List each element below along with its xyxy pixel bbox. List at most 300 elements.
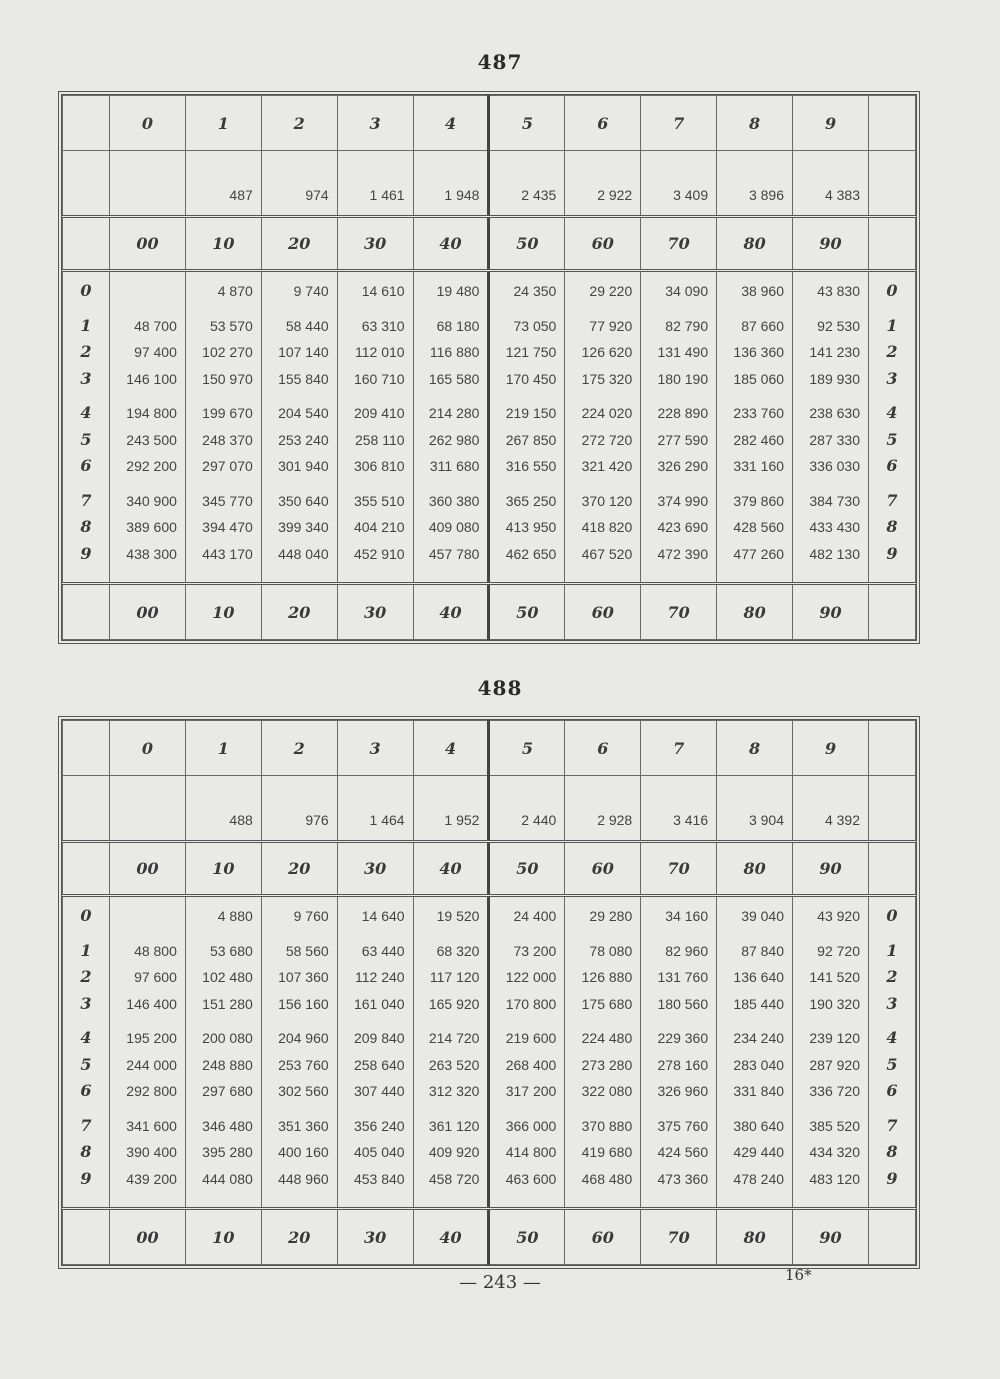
product-cell: 146 100 — [126, 370, 177, 387]
product-cell: 385 520 — [809, 1117, 860, 1134]
product-cell: 321 420 — [581, 458, 633, 474]
product-column — [337, 271, 413, 584]
product-cell: 277 590 — [657, 431, 709, 448]
row-label: 7 — [886, 1115, 898, 1135]
product-cell: 370 880 — [581, 1117, 633, 1134]
product-cell: 443 170 — [202, 545, 253, 562]
tens-footer: 00 — [110, 1209, 186, 1265]
product-cell: 122 000 — [505, 969, 557, 985]
product-column — [641, 271, 717, 584]
tens-header: 40 — [413, 842, 489, 896]
multiple-value: 487 — [185, 151, 261, 217]
product-cell: 287 920 — [809, 1056, 860, 1073]
row-label: 3 — [80, 993, 92, 1013]
product-cell: 306 810 — [353, 458, 405, 474]
product-cell: 477 260 — [733, 545, 785, 562]
product-column — [261, 896, 337, 1209]
product-cell: 238 630 — [809, 405, 860, 421]
product-cell: 365 250 — [505, 492, 557, 509]
tens-header: 50 — [489, 217, 565, 271]
digit-header: 7 — [641, 721, 717, 776]
row-label: 1 — [886, 940, 898, 960]
product-cell: 336 720 — [809, 1083, 860, 1099]
product-cell: 214 720 — [428, 1030, 480, 1046]
row-label: 9 — [80, 543, 92, 563]
product-cell: 356 240 — [353, 1117, 405, 1134]
product-cell: 248 880 — [202, 1056, 253, 1073]
multiple-value: 4 392 — [793, 776, 869, 842]
tens-header: 80 — [717, 842, 793, 896]
product-column — [717, 896, 793, 1209]
product-cell: 68 180 — [436, 317, 480, 334]
table-title: 488 — [477, 676, 523, 700]
signature-mark: 16* — [785, 1266, 812, 1284]
digit-header: 5 — [489, 721, 565, 776]
product-cell: 468 480 — [581, 1170, 633, 1187]
product-cell: 156 160 — [278, 995, 329, 1012]
tens-header: 50 — [489, 842, 565, 896]
blank-cell — [63, 721, 110, 776]
row-label: 2 — [886, 342, 898, 361]
product-cell: 316 550 — [505, 458, 557, 474]
multiple-value: 3 896 — [717, 151, 793, 217]
product-cell: 63 310 — [361, 317, 405, 334]
tens-footer: 70 — [641, 1209, 717, 1265]
tens-footer: 30 — [337, 1209, 413, 1265]
digit-header: 6 — [565, 721, 641, 776]
blank-cell — [63, 842, 110, 896]
product-cell: 253 760 — [278, 1056, 329, 1073]
product-cell: 355 510 — [353, 492, 405, 509]
multiplication-table — [62, 720, 916, 1265]
product-column — [261, 271, 337, 584]
product-cell: 150 970 — [202, 370, 253, 387]
product-cell: 77 920 — [589, 317, 633, 334]
tens-footer: 30 — [337, 584, 413, 640]
product-cell: 239 120 — [809, 1030, 860, 1046]
product-cell: 462 650 — [505, 545, 557, 562]
row-label: 0 — [886, 906, 898, 925]
digit-header: 1 — [185, 721, 261, 776]
blank-cell — [63, 584, 110, 640]
product-cell: 243 500 — [126, 431, 177, 448]
multiple-value: 488 — [185, 776, 261, 842]
product-cell: 24 400 — [513, 908, 557, 924]
row-label: 1 — [80, 940, 92, 960]
product-cell: 263 520 — [428, 1056, 480, 1073]
product-cell: 107 140 — [278, 344, 329, 360]
product-cell: 399 340 — [278, 519, 329, 535]
digit-header: 9 — [793, 96, 869, 151]
row-labels-right — [869, 271, 916, 584]
product-cell: 307 440 — [353, 1083, 405, 1099]
product-cell: 404 210 — [353, 519, 405, 535]
blank-cell — [63, 776, 110, 842]
product-cell: 58 440 — [285, 317, 329, 334]
product-cell: 234 240 — [733, 1030, 785, 1046]
product-cell: 73 200 — [513, 942, 557, 959]
product-column — [413, 271, 489, 584]
product-cell: 272 720 — [581, 431, 633, 448]
row-label: 5 — [80, 1054, 92, 1074]
blank-cell — [869, 217, 916, 271]
blank-cell — [63, 1209, 110, 1265]
row-label: 2 — [80, 342, 92, 361]
product-cell: 180 560 — [657, 995, 709, 1012]
product-cell: 48 800 — [134, 942, 177, 959]
product-cell: 189 930 — [809, 370, 860, 387]
product-cell: 370 120 — [581, 492, 633, 509]
product-cell: 34 090 — [665, 283, 709, 299]
product-cell: 439 200 — [126, 1170, 177, 1187]
tens-header: 90 — [793, 842, 869, 896]
product-cell: 448 040 — [278, 545, 329, 562]
digit-header: 9 — [793, 721, 869, 776]
multiple-value: 2 928 — [565, 776, 641, 842]
product-cell: 214 280 — [428, 405, 480, 421]
product-cell: 180 190 — [657, 370, 709, 387]
product-cell: 68 320 — [436, 942, 480, 959]
product-cell: 92 720 — [817, 942, 860, 959]
product-column — [565, 271, 641, 584]
blank-cell — [869, 721, 916, 776]
product-cell: 87 840 — [741, 942, 785, 959]
product-cell: 185 060 — [733, 370, 785, 387]
product-cell: 151 280 — [202, 995, 253, 1012]
tens-footer: 20 — [261, 584, 337, 640]
product-cell: 131 760 — [657, 969, 709, 985]
blank-cell — [869, 151, 916, 217]
product-cell: 331 840 — [733, 1083, 785, 1099]
product-cell: 467 520 — [581, 545, 633, 562]
row-label: 2 — [80, 967, 92, 986]
product-cell: 366 000 — [505, 1117, 557, 1134]
product-cell: 297 680 — [202, 1083, 253, 1099]
digit-header: 6 — [565, 96, 641, 151]
product-cell: 155 840 — [278, 370, 329, 387]
product-column — [110, 896, 186, 1209]
product-cell: 341 600 — [126, 1117, 177, 1134]
product-cell: 165 580 — [428, 370, 480, 387]
product-cell: 301 940 — [278, 458, 329, 474]
product-cell: 473 360 — [657, 1170, 709, 1187]
tens-footer: 10 — [185, 584, 261, 640]
multiple-value: 4 383 — [793, 151, 869, 217]
product-cell: 346 480 — [202, 1117, 253, 1134]
row-label: 2 — [886, 967, 898, 986]
product-cell: 283 040 — [733, 1056, 785, 1073]
product-cell: 345 770 — [202, 492, 253, 509]
product-cell: 380 640 — [733, 1117, 785, 1134]
row-label: 7 — [80, 1115, 92, 1135]
product-column — [793, 271, 869, 584]
row-label: 5 — [886, 429, 898, 449]
product-cell — [110, 278, 185, 305]
tens-footer: 20 — [261, 1209, 337, 1265]
blank-cell — [869, 1209, 916, 1265]
multiple-value: 3 904 — [717, 776, 793, 842]
product-cell: 453 840 — [353, 1170, 405, 1187]
digit-header: 8 — [717, 96, 793, 151]
product-cell: 336 030 — [809, 458, 860, 474]
product-cell: 9 740 — [293, 283, 329, 299]
row-label: 5 — [80, 429, 92, 449]
product-cell: 102 480 — [202, 969, 253, 985]
product-cell: 438 300 — [126, 545, 177, 562]
product-cell: 19 520 — [436, 908, 480, 924]
product-cell: 43 920 — [817, 908, 860, 924]
product-cell: 444 080 — [202, 1170, 253, 1187]
product-column — [110, 271, 186, 584]
row-label: 5 — [886, 1054, 898, 1074]
product-cell: 175 320 — [581, 370, 633, 387]
row-label: 3 — [886, 993, 898, 1013]
product-cell: 170 800 — [505, 995, 557, 1012]
product-column — [185, 896, 261, 1209]
product-cell: 340 900 — [126, 492, 177, 509]
product-cell: 273 280 — [581, 1056, 633, 1073]
blank-cell — [869, 584, 916, 640]
product-cell: 375 760 — [657, 1117, 709, 1134]
product-column — [717, 271, 793, 584]
product-column — [413, 896, 489, 1209]
product-cell: 463 600 — [505, 1170, 557, 1187]
product-cell: 433 430 — [809, 519, 860, 535]
product-cell: 322 080 — [581, 1083, 633, 1099]
digit-header: 8 — [717, 721, 793, 776]
tens-header: 40 — [413, 217, 489, 271]
multiple-value — [110, 151, 186, 217]
multiple-value: 3 409 — [641, 151, 717, 217]
product-column — [565, 896, 641, 1209]
digit-header: 1 — [185, 96, 261, 151]
product-cell: 478 240 — [733, 1170, 785, 1187]
tens-footer: 10 — [185, 1209, 261, 1265]
product-cell: 434 320 — [809, 1144, 860, 1160]
row-label: 1 — [80, 315, 92, 335]
product-cell: 311 680 — [429, 458, 480, 474]
digit-header: 3 — [337, 96, 413, 151]
product-cell: 228 890 — [657, 405, 709, 421]
product-cell: 419 680 — [581, 1144, 633, 1160]
multiple-value: 976 — [261, 776, 337, 842]
product-cell: 244 000 — [126, 1056, 177, 1073]
product-cell: 48 700 — [134, 317, 177, 334]
tens-header: 10 — [185, 217, 261, 271]
product-column — [489, 271, 565, 584]
blank-cell — [869, 842, 916, 896]
product-cell: 268 400 — [505, 1056, 557, 1073]
product-cell: 389 600 — [126, 519, 177, 535]
product-cell: 116 880 — [429, 344, 480, 360]
product-cell: 29 280 — [589, 908, 633, 924]
product-cell: 121 750 — [505, 344, 557, 360]
product-cell: 204 540 — [278, 405, 329, 421]
blank-cell — [869, 776, 916, 842]
tens-footer: 00 — [110, 584, 186, 640]
product-cell: 258 640 — [353, 1056, 405, 1073]
row-label: 8 — [80, 517, 92, 536]
product-cell: 190 320 — [809, 995, 860, 1012]
product-cell: 224 480 — [581, 1030, 633, 1046]
product-cell: 278 160 — [657, 1056, 709, 1073]
product-cell: 58 560 — [285, 942, 329, 959]
digit-header: 4 — [413, 96, 489, 151]
product-cell: 195 200 — [126, 1030, 177, 1046]
product-cell: 141 520 — [809, 969, 860, 985]
product-cell: 43 830 — [817, 283, 860, 299]
product-cell: 448 960 — [278, 1170, 329, 1187]
product-cell: 126 880 — [581, 969, 633, 985]
tens-footer: 80 — [717, 584, 793, 640]
row-label: 3 — [886, 368, 898, 388]
row-label: 8 — [886, 1142, 898, 1161]
product-cell: 297 070 — [202, 458, 253, 474]
product-cell: 92 530 — [817, 317, 860, 334]
product-cell: 19 480 — [436, 283, 480, 299]
product-cell: 287 330 — [809, 431, 860, 448]
row-label: 9 — [80, 1168, 92, 1188]
tens-header: 20 — [261, 842, 337, 896]
product-cell: 78 080 — [589, 942, 633, 959]
product-cell: 302 560 — [278, 1083, 329, 1099]
tens-header: 70 — [641, 842, 717, 896]
row-label: 0 — [886, 281, 898, 300]
product-cell: 73 050 — [513, 317, 557, 334]
product-cell: 428 560 — [733, 519, 785, 535]
row-label: 6 — [886, 456, 898, 475]
product-cell: 483 120 — [809, 1170, 860, 1187]
product-cell: 258 110 — [354, 431, 405, 448]
product-cell: 29 220 — [589, 283, 633, 299]
multiple-value: 1 461 — [337, 151, 413, 217]
multiplication-table — [62, 95, 916, 640]
product-cell: 97 600 — [134, 969, 177, 985]
product-cell: 409 920 — [428, 1144, 480, 1160]
digit-header: 2 — [261, 96, 337, 151]
tens-header: 30 — [337, 842, 413, 896]
product-cell: 361 120 — [428, 1117, 480, 1134]
product-cell: 14 640 — [361, 908, 405, 924]
row-label: 4 — [80, 403, 92, 422]
product-cell: 331 160 — [733, 458, 785, 474]
multiple-value: 2 440 — [489, 776, 565, 842]
digit-header: 0 — [110, 96, 186, 151]
digit-header: 4 — [413, 721, 489, 776]
product-cell: 209 410 — [353, 405, 405, 421]
product-cell: 379 860 — [733, 492, 785, 509]
product-cell: 312 320 — [428, 1083, 480, 1099]
product-cell: 409 080 — [428, 519, 480, 535]
tens-header: 70 — [641, 217, 717, 271]
row-label: 0 — [80, 906, 92, 925]
product-cell: 326 960 — [657, 1083, 709, 1099]
product-cell: 97 400 — [134, 344, 177, 360]
tens-header: 30 — [337, 217, 413, 271]
row-label: 4 — [886, 403, 898, 422]
row-label: 7 — [886, 490, 898, 510]
product-column — [793, 896, 869, 1209]
product-cell: 136 640 — [733, 969, 785, 985]
product-cell: 384 730 — [809, 492, 860, 509]
tens-footer: 70 — [641, 584, 717, 640]
product-cell: 413 950 — [505, 519, 557, 535]
product-cell: 112 010 — [354, 344, 405, 360]
blank-cell — [63, 96, 110, 151]
row-labels-right — [869, 896, 916, 1209]
table-title: 487 — [477, 50, 523, 74]
multiple-value: 1 464 — [337, 776, 413, 842]
blank-cell — [869, 96, 916, 151]
product-cell: 14 610 — [361, 283, 405, 299]
product-cell: 200 080 — [202, 1030, 253, 1046]
row-labels-left — [63, 271, 110, 584]
tens-header: 60 — [565, 217, 641, 271]
product-cell: 351 360 — [278, 1117, 329, 1134]
product-cell: 395 280 — [202, 1144, 253, 1160]
product-cell: 219 150 — [505, 405, 557, 421]
product-cell: 63 440 — [361, 942, 405, 959]
row-label: 6 — [886, 1081, 898, 1100]
product-cell: 317 200 — [505, 1083, 557, 1099]
product-column — [641, 896, 717, 1209]
page-number: — 243 — — [459, 1272, 541, 1293]
product-cell: 248 370 — [202, 431, 253, 448]
tens-footer: 60 — [565, 584, 641, 640]
product-cell: 452 910 — [353, 545, 405, 562]
tens-footer: 80 — [717, 1209, 793, 1265]
product-cell: 185 440 — [733, 995, 785, 1012]
tens-header: 00 — [110, 217, 186, 271]
product-cell: 229 360 — [657, 1030, 709, 1046]
product-cell: 136 360 — [733, 344, 785, 360]
product-cell: 199 670 — [202, 405, 253, 421]
tens-footer: 40 — [413, 1209, 489, 1265]
row-label: 6 — [80, 456, 92, 475]
multiple-value: 1 948 — [413, 151, 489, 217]
row-label: 4 — [80, 1028, 92, 1047]
product-cell: 482 130 — [809, 545, 860, 562]
product-cell: 414 800 — [505, 1144, 557, 1160]
product-cell: 170 450 — [505, 370, 557, 387]
product-column — [489, 896, 565, 1209]
product-cell: 141 230 — [809, 344, 860, 360]
product-cell: 160 710 — [353, 370, 405, 387]
product-cell — [110, 903, 185, 930]
row-label: 1 — [886, 315, 898, 335]
row-label: 6 — [80, 1081, 92, 1100]
product-cell: 423 690 — [657, 519, 709, 535]
product-cell: 126 620 — [581, 344, 633, 360]
product-cell: 405 040 — [353, 1144, 405, 1160]
product-cell: 429 440 — [733, 1144, 785, 1160]
row-label: 3 — [80, 368, 92, 388]
product-cell: 458 720 — [428, 1170, 480, 1187]
product-cell: 394 470 — [202, 519, 253, 535]
product-cell: 82 960 — [665, 942, 709, 959]
product-cell: 131 490 — [657, 344, 709, 360]
product-cell: 161 040 — [353, 995, 405, 1012]
multiple-value — [110, 776, 186, 842]
product-cell: 4 870 — [217, 283, 253, 299]
product-cell: 424 560 — [657, 1144, 709, 1160]
product-column — [337, 896, 413, 1209]
product-cell: 418 820 — [581, 519, 633, 535]
product-cell: 262 980 — [428, 431, 480, 448]
product-cell: 219 600 — [505, 1030, 557, 1046]
multiple-value: 3 416 — [641, 776, 717, 842]
product-cell: 146 400 — [126, 995, 177, 1012]
